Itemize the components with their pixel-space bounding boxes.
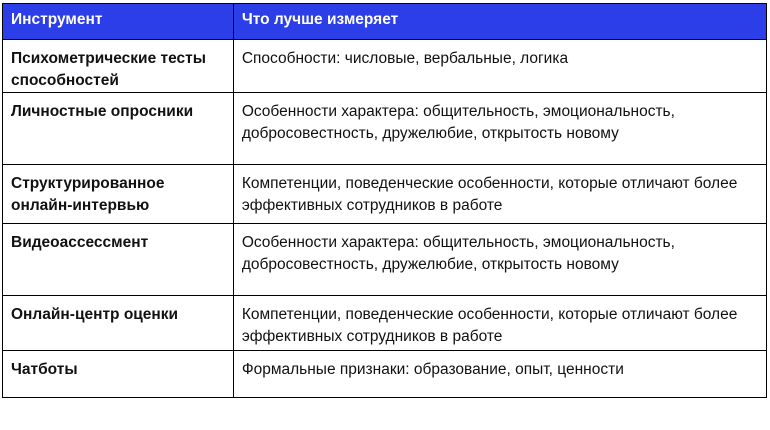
measures-cell: Особенности характера: общительность, эмоциональность, добросовестность, дружелюбие, открытость новому xyxy=(233,93,766,165)
measures-cell: Особенности характера: общительность, эмоциональность, добросовестность, дружелюбие, открытость новому xyxy=(233,224,766,296)
measures-cell: Компетенции, поведенческие особенности, которые отличают более эффективных сотрудников в работе xyxy=(233,296,766,351)
measures-cell: Способности: числовые, вербальные, логика xyxy=(233,40,766,93)
tool-cell: Структурированное онлайн-интервью xyxy=(3,165,234,224)
table-row xyxy=(3,40,767,93)
table-row xyxy=(3,93,767,165)
table-header xyxy=(3,4,767,40)
tool-cell: Психометрические тесты способностей xyxy=(3,40,234,93)
header-row xyxy=(3,4,767,40)
tool-cell: Чатботы xyxy=(3,351,234,398)
table-row xyxy=(3,296,767,351)
measures-cell: Компетенции, поведенческие особенности, которые отличают более эффективных сотрудников в работе xyxy=(233,165,766,224)
tool-cell: Видеоассессмент xyxy=(3,224,234,296)
table-body xyxy=(3,40,767,398)
comparison-table xyxy=(2,3,767,398)
measures-cell: Формальные признаки: образование, опыт, ценности xyxy=(233,351,766,398)
table-row xyxy=(3,224,767,296)
header-measures: Что лучше измеряет xyxy=(233,4,766,40)
table-row xyxy=(3,351,767,398)
table-row xyxy=(3,165,767,224)
header-tool: Инструмент xyxy=(3,4,234,40)
tool-cell: Личностные опросники xyxy=(3,93,234,165)
tool-cell: Онлайн-центр оценки xyxy=(3,296,234,351)
